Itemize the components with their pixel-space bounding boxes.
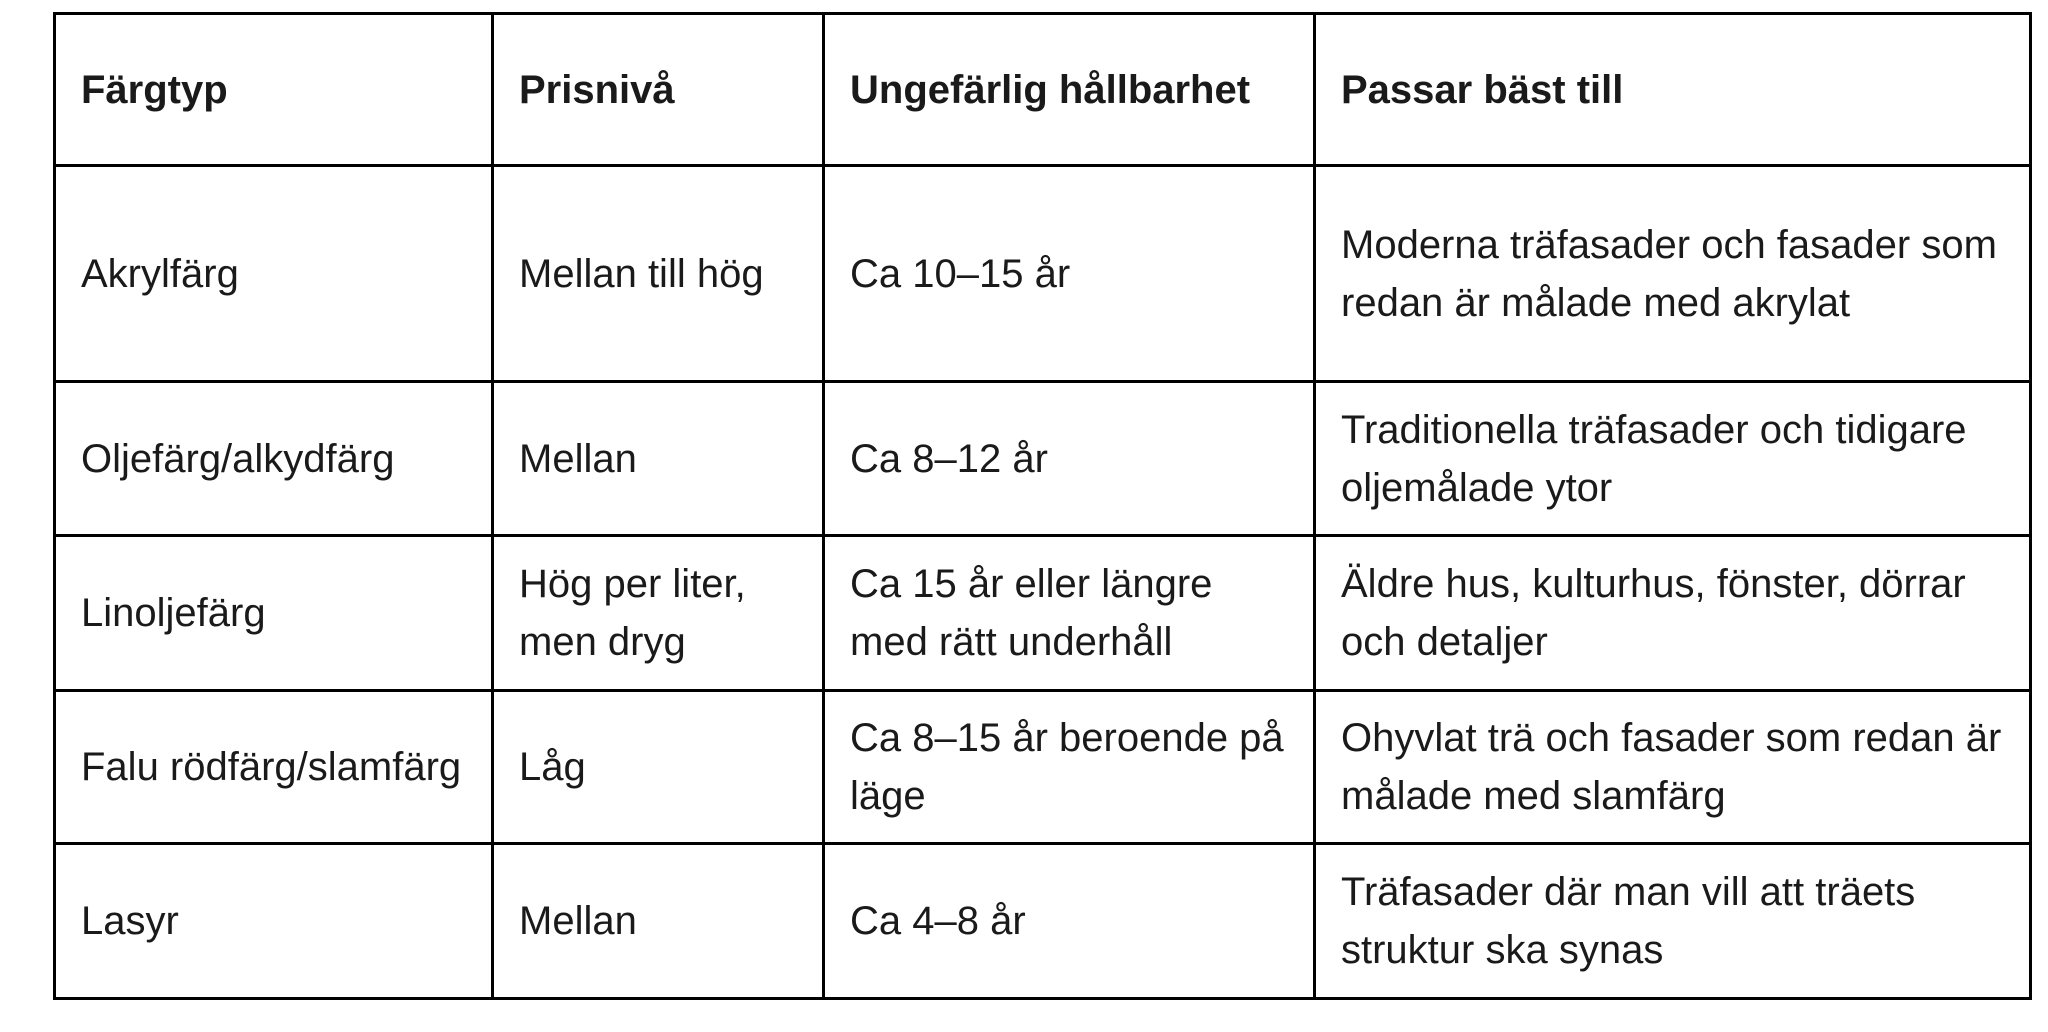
cell-passar-bast-till: Träfasader där man vill att träets struktur ska synas (1315, 844, 2031, 999)
cell-prisniva: Mellan (493, 844, 824, 999)
cell-fargtyp: Falu rödfärg/slamfärg (55, 691, 493, 844)
cell-fargtyp: Oljefärg/alkydfärg (55, 382, 493, 536)
cell-passar-bast-till: Ohyvlat trä och fasader som redan är målade med slamfärg (1315, 691, 2031, 844)
cell-passar-bast-till: Äldre hus, kulturhus, fönster, dörrar och detaljer (1315, 536, 2031, 691)
cell-hallbarhet: Ca 8–15 år beroende på läge (824, 691, 1315, 844)
table-row (55, 382, 2031, 536)
cell-fargtyp: Akrylfärg (55, 166, 493, 382)
table-row (55, 166, 2031, 382)
cell-prisniva: Låg (493, 691, 824, 844)
table-row (55, 691, 2031, 844)
cell-passar-bast-till: Moderna träfasader och fasader som redan är målade med akrylat (1315, 166, 2031, 382)
cell-prisniva: Hög per liter, men dryg (493, 536, 824, 691)
cell-passar-bast-till: Traditionella träfasader och tidigare oljemålade ytor (1315, 382, 2031, 536)
cell-hallbarhet: Ca 8–12 år (824, 382, 1315, 536)
cell-hallbarhet: Ca 10–15 år (824, 166, 1315, 382)
cell-prisniva: Mellan (493, 382, 824, 536)
header-prisniva: Prisnivå (493, 14, 824, 166)
table-header-row (55, 14, 2031, 166)
cell-fargtyp: Lasyr (55, 844, 493, 999)
cell-hallbarhet: Ca 4–8 år (824, 844, 1315, 999)
header-hallbarhet: Ungefärlig hållbarhet (824, 14, 1315, 166)
table-row (55, 844, 2031, 999)
cell-fargtyp: Linoljefärg (55, 536, 493, 691)
cell-prisniva: Mellan till hög (493, 166, 824, 382)
cell-hallbarhet: Ca 15 år eller längre med rätt underhåll (824, 536, 1315, 691)
header-fargtyp: Färgtyp (55, 14, 493, 166)
header-passar-bast-till: Passar bäst till (1315, 14, 2031, 166)
table-row (55, 536, 2031, 691)
paint-comparison-table (53, 12, 2032, 1000)
